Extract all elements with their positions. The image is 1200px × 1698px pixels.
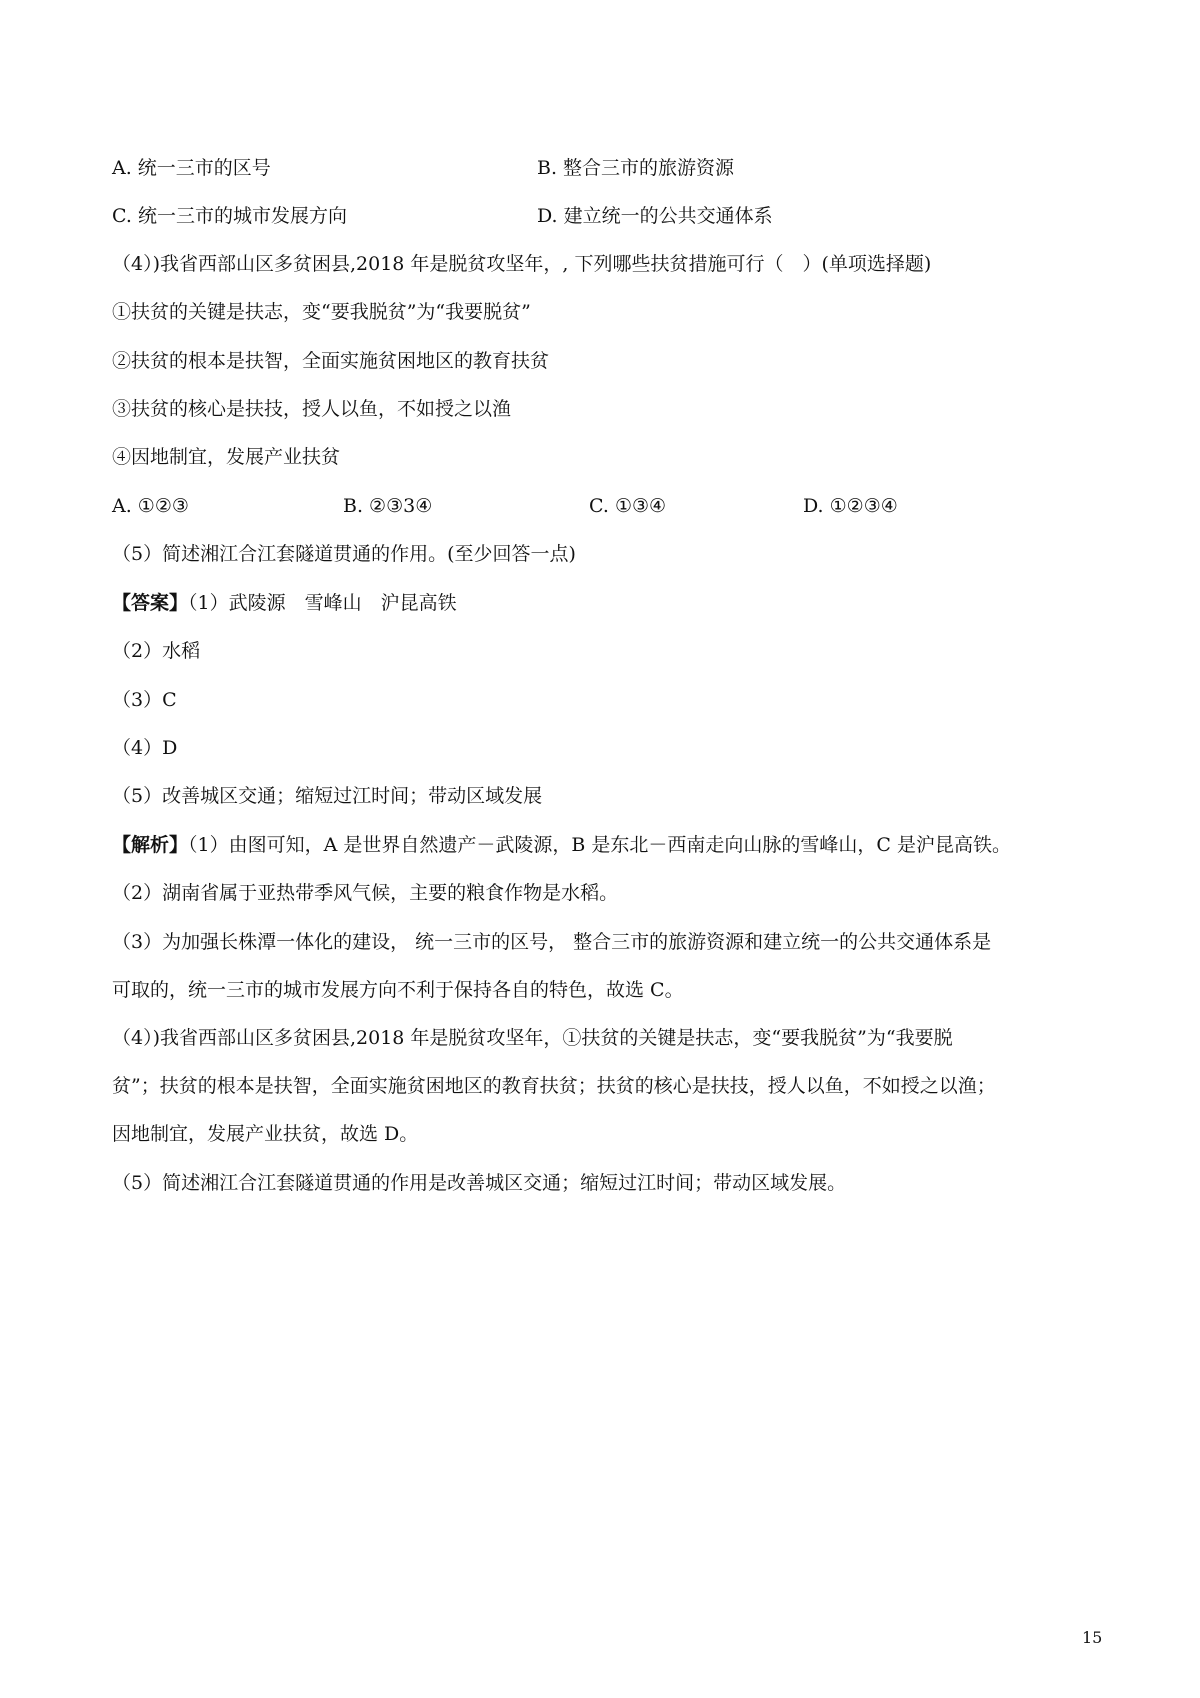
analysis-4-line-3: 因地制宜，发展产业扶贫，故选 D。 <box>112 1123 419 1145</box>
analysis-1: （1）由图可知，A 是世界自然遗产－武陵源，B 是东北－西南走向山脉的雪峰山，C 是沪昆高铁。 <box>188 834 1011 856</box>
q4-item-3: ③扶贫的核心是扶技，授人以鱼，不如授之以渔 <box>112 398 512 420</box>
analysis-4-line-1: （4）)我省西部山区多贫困县,2018 年是脱贫攻坚年，①扶贫的关键是扶志，变“要我脱贫”为“我要脱 <box>112 1027 953 1049</box>
page-number: 15 <box>1082 1628 1103 1647</box>
q3-option-d: D. 建立统一的公共交通体系 <box>537 205 773 227</box>
analysis-5: （5）简述湘江合江套隧道贯通的作用是改善城区交通；缩短过江时间；带动区域发展。 <box>112 1172 847 1194</box>
answer-1: （1）武陵源 雪峰山 沪昆高铁 <box>188 592 457 614</box>
answer-line-1 <box>112 591 457 615</box>
analysis-label: 【解析】 <box>112 834 189 856</box>
analysis-3-line-2: 可取的，统一三市的城市发展方向不利于保持各自的特色，故选 C。 <box>112 979 684 1001</box>
analysis-4 <box>112 1026 1102 1146</box>
answer-label: 【答案】 <box>112 592 189 614</box>
analysis-3-line-1: （3）为加强长株潭一体化的建设， 统一三市的区号， 整合三市的旅游资源和建立统一的公共交通体系是 <box>112 931 992 953</box>
q3-option-b: B. 整合三市的旅游资源 <box>537 157 735 179</box>
answer-3: （3）C <box>112 689 177 711</box>
analysis-3 <box>112 930 1102 1002</box>
q4-option-d: D. ①②③④ <box>803 495 898 517</box>
q4-option-c: C. ①③④ <box>589 495 667 517</box>
q3-option-a: A. 统一三市的区号 <box>112 157 271 179</box>
q3-option-c: C. 统一三市的城市发展方向 <box>112 205 347 227</box>
q4-item-4: ④因地制宜，发展产业扶贫 <box>112 446 341 468</box>
q4-item-1: ①扶贫的关键是扶志，变“要我脱贫”为“我要脱贫” <box>112 301 531 323</box>
q4-item-2: ②扶贫的根本是扶智，全面实施贫困地区的教育扶贫 <box>112 350 550 372</box>
answer-5: （5）改善城区交通；缩短过江时间；带动区域发展 <box>112 785 543 807</box>
q4-stem: （4）)我省西部山区多贫困县,2018 年是脱贫攻坚年，, 下列哪些扶贫措施可行（ ）(单项选择题) <box>112 253 932 275</box>
answer-4: （4）D <box>112 737 178 759</box>
analysis-4-line-2: 贫”；扶贫的根本是扶智，全面实施贫困地区的教育扶贫；扶贫的核心是扶技，授人以鱼，不如授之以渔； <box>112 1075 996 1097</box>
answer-2: （2）水稻 <box>112 640 201 662</box>
q4-option-b: B. ②③3④ <box>343 495 433 517</box>
analysis-line-1 <box>112 833 1011 857</box>
analysis-2: （2）湖南省属于亚热带季风气候，主要的粮食作物是水稻。 <box>112 882 619 904</box>
q5-stem: （5）简述湘江合江套隧道贯通的作用。(至少回答一点) <box>112 543 576 565</box>
q4-option-a: A. ①②③ <box>112 495 189 517</box>
